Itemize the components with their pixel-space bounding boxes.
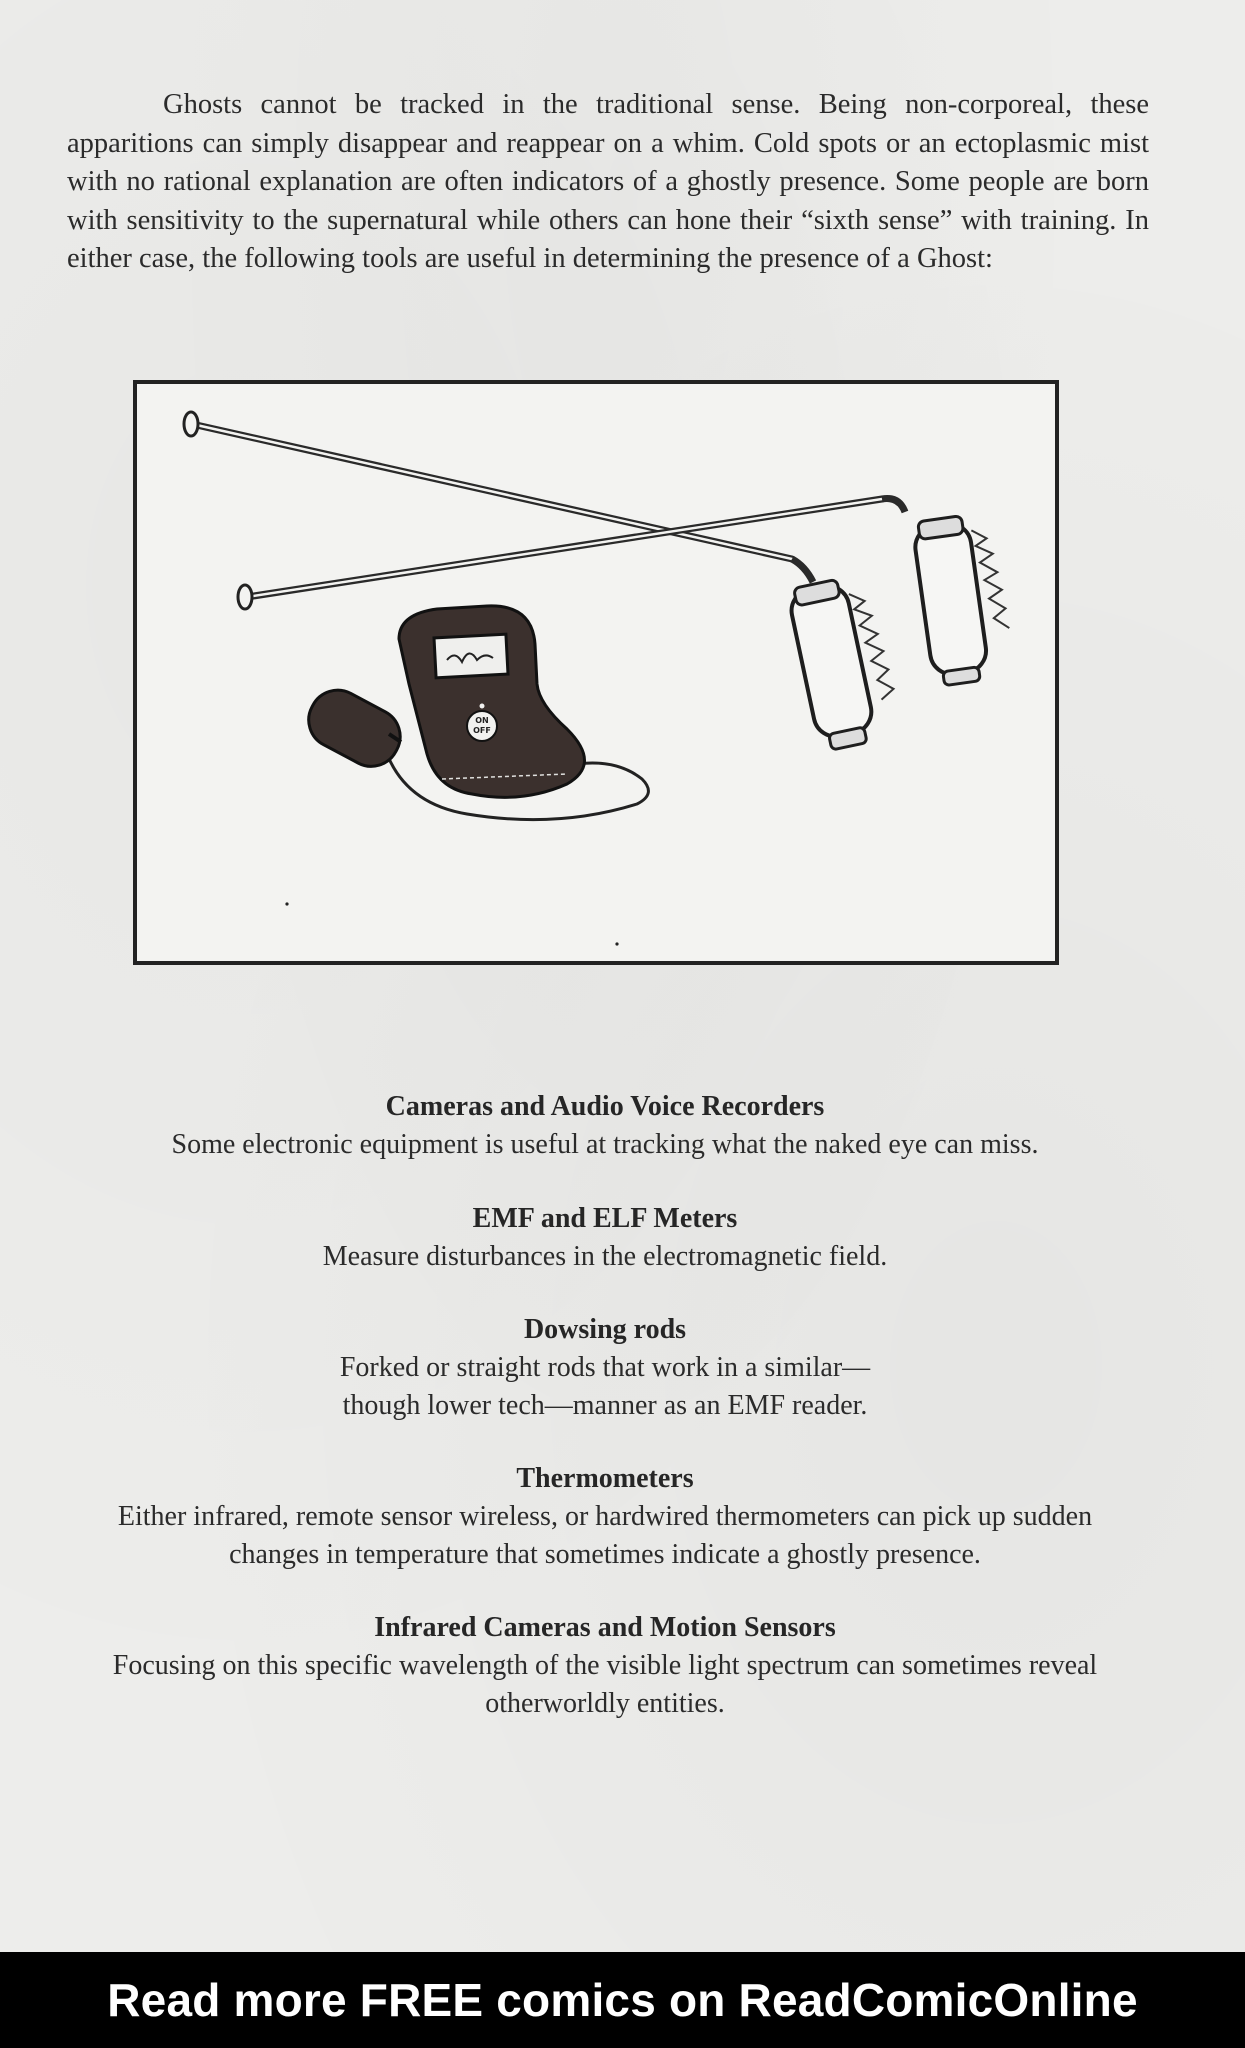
tool-title: Thermometers (516, 1463, 694, 1494)
emf-meter (399, 606, 585, 797)
illustration-frame (133, 380, 1059, 965)
tool-cameras-audio-recorders (40, 1088, 1170, 1164)
tool-description-line: Some electronic equipment is useful at tracking what the naked eye can miss. (171, 1129, 1039, 1160)
svg-text:ON: ON (475, 716, 489, 725)
tool-description-line: Either infrared, remote sensor wireless, or hardwired thermometers can pick up sudden (117, 1501, 1093, 1532)
tool-thermometers (40, 1460, 1170, 1573)
tool-dowsing-rods (40, 1311, 1170, 1424)
tool-description-line: Focusing on this specific wavelength of the visible light spectrum can sometimes reveal (112, 1650, 1098, 1681)
tool-title: Cameras and Audio Voice Recorders (385, 1091, 825, 1122)
dowsing-rod-lower (238, 499, 1016, 687)
meter-probe (299, 680, 410, 776)
tool-title: Infrared Cameras and Motion Sensors (374, 1612, 836, 1643)
ghost-hunting-tools-list (40, 1088, 1170, 1758)
tool-emf-elf-meters (40, 1200, 1170, 1276)
tool-description-line: changes in temperature that sometimes indicate a ghostly presence. (229, 1538, 981, 1570)
tool-title: Dowsing rods (523, 1314, 687, 1345)
tool-infrared-cameras-motion-sensors (40, 1609, 1170, 1722)
promo-banner-text[interactable]: Read more FREE comics on ReadComicOnline (107, 1974, 1138, 2026)
svg-text:OFF: OFF (473, 726, 491, 735)
tool-description-line: Forked or straight rods that work in a similar— (339, 1352, 871, 1383)
tool-description-line: otherworldly entities. (485, 1687, 725, 1719)
intro-paragraph: Ghosts cannot be tracked in the traditional sense. Being non-corporeal, these apparitions can simply disappear and reappear on a whim. Cold spots or an ectoplasmic mist with no rational explanation are often indicators of a ghostly presence. Some people are born with sensitivity to the supernatural while others can hone their “sixth sense” with training. In either case, the following tools are useful in determining the presence of a Ghost: (67, 89, 1149, 275)
promo-banner[interactable] (0, 1952, 1245, 2048)
dowsing-rods-and-emf-meter-illustration (137, 384, 1055, 961)
tool-description-line: Measure disturbances in the electromagnetic field. (322, 1240, 888, 1272)
tool-description-line: though lower tech—manner as an EMF reader. (342, 1389, 868, 1421)
tool-title: EMF and ELF Meters (472, 1202, 738, 1234)
